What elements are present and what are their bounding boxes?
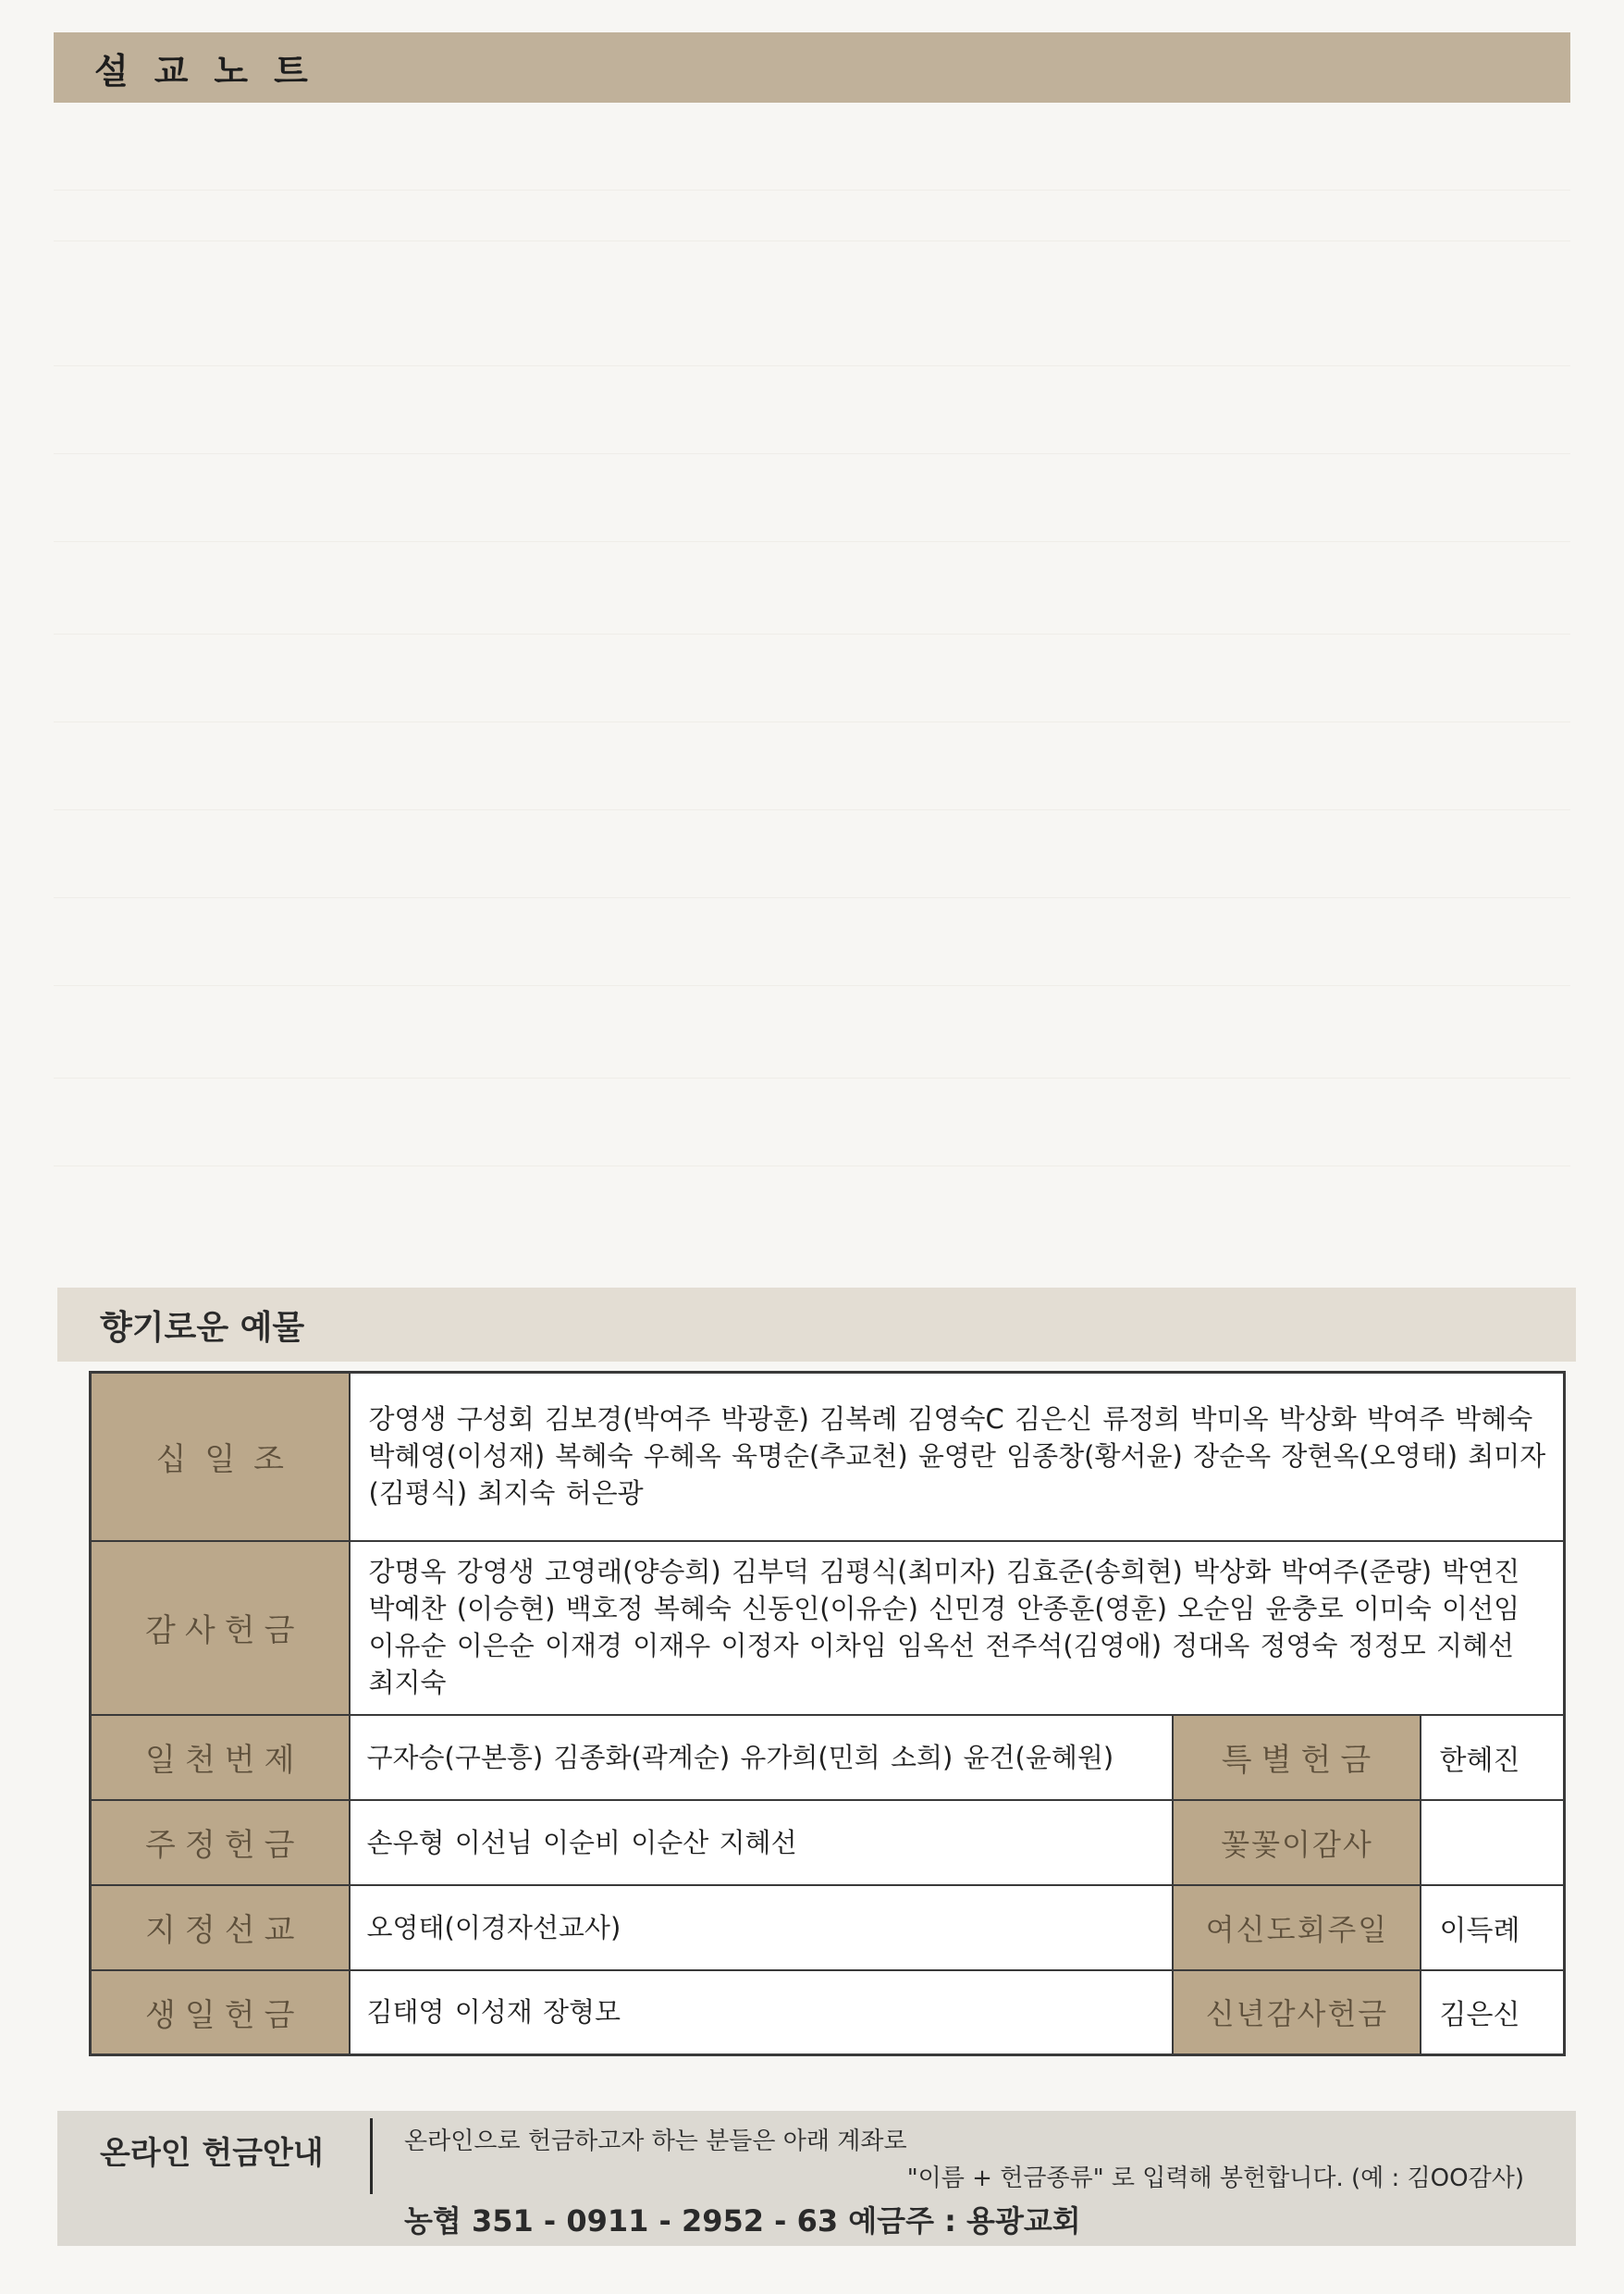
table-row <box>91 1970 1565 2055</box>
note-line <box>54 1078 1570 1079</box>
note-line <box>54 809 1570 810</box>
category-label: 신년감사헌금 <box>1173 1970 1421 2055</box>
category-label: 일천번제 <box>91 1715 350 1800</box>
online-instruction-line2: "이름 + 헌금종류" 로 입력해 봉헌합니다. (예 : 김OO감사) <box>906 2164 1524 2192</box>
sermon-notes-header <box>54 32 1570 103</box>
bank-account-info: 농협 351 - 0911 - 2952 - 63 예금주 : 용광교회 <box>404 2203 1081 2238</box>
note-line <box>54 985 1570 986</box>
online-instruction-line1: 온라인으로 헌금하고자 하는 분들은 아래 계좌로 <box>404 2128 907 2155</box>
table-row <box>91 1885 1565 1970</box>
category-names: 구자승(구본흥) 김종화(곽계순) 유가희(민희 소희) 윤건(윤혜원) <box>350 1715 1173 1800</box>
category-label: 주정헌금 <box>91 1800 350 1885</box>
category-value: 이득례 <box>1421 1885 1565 1970</box>
offerings-title: 향기로운 예물 <box>100 1308 305 1347</box>
category-label: 특별헌금 <box>1173 1715 1421 1800</box>
category-names: 김태영 이성재 장형모 <box>350 1970 1173 2055</box>
offerings-header <box>57 1288 1576 1362</box>
note-line <box>54 240 1570 241</box>
note-line <box>54 365 1570 366</box>
note-line <box>54 190 1570 191</box>
table-row <box>91 1800 1565 1885</box>
sermon-notes-title: 설교노트 <box>94 50 334 92</box>
category-value <box>1421 1800 1565 1885</box>
category-label: 생일헌금 <box>91 1970 350 2055</box>
thanks-names: 강명옥 강영생 고영래(양승희) 김부덕 김평식(최미자) 김효준(송희현) 박상화 박여주(준량) 박연진 박예찬 (이승현) 백호정 복혜숙 신동인(이유순) 신민경 안종훈(영훈) 오순임 윤충로 이미숙 이선임 이유순 이은순 이재경 이재우 이정자 이차임 임옥선 전주석(김영애) 정대옥 정영숙 정정모 지혜선 최지숙 <box>350 1541 1565 1715</box>
note-line <box>54 897 1570 898</box>
table-row <box>91 1373 1565 1541</box>
category-value: 한혜진 <box>1421 1715 1565 1800</box>
category-names: 손우형 이선님 이순비 이순산 지혜선 <box>350 1800 1173 1885</box>
category-label-thanks: 감사헌금 <box>91 1541 350 1715</box>
table-row <box>91 1715 1565 1800</box>
category-label-tithe: 십일조 <box>91 1373 350 1541</box>
note-line <box>54 453 1570 454</box>
category-label: 꽃꽃이감사 <box>1173 1800 1421 1885</box>
table-row <box>91 1541 1565 1715</box>
note-line <box>54 541 1570 542</box>
tithe-names: 강영생 구성회 김보경(박여주 박광훈) 김복례 김영숙C 김은신 류정희 박미옥 박상화 박여주 박혜숙 박혜영(이성재) 복혜숙 우혜옥 육명순(추교천) 윤영란 임종창(황서윤) 장순옥 장현옥(오영태) 최미자 (김평식) 최지숙 허은광 <box>350 1373 1565 1541</box>
divider <box>370 2118 373 2194</box>
note-line <box>54 634 1570 635</box>
online-offering-box <box>57 2111 1576 2246</box>
category-label: 여신도회주일 <box>1173 1885 1421 1970</box>
category-value: 김은신 <box>1421 1970 1565 2055</box>
category-names: 오영태(이경자선교사) <box>350 1885 1173 1970</box>
sermon-notes-area <box>54 120 1570 1258</box>
offerings-table <box>89 1371 1566 2056</box>
category-label: 지정선교 <box>91 1885 350 1970</box>
online-offering-title: 온라인 헌금안내 <box>100 2135 324 2172</box>
